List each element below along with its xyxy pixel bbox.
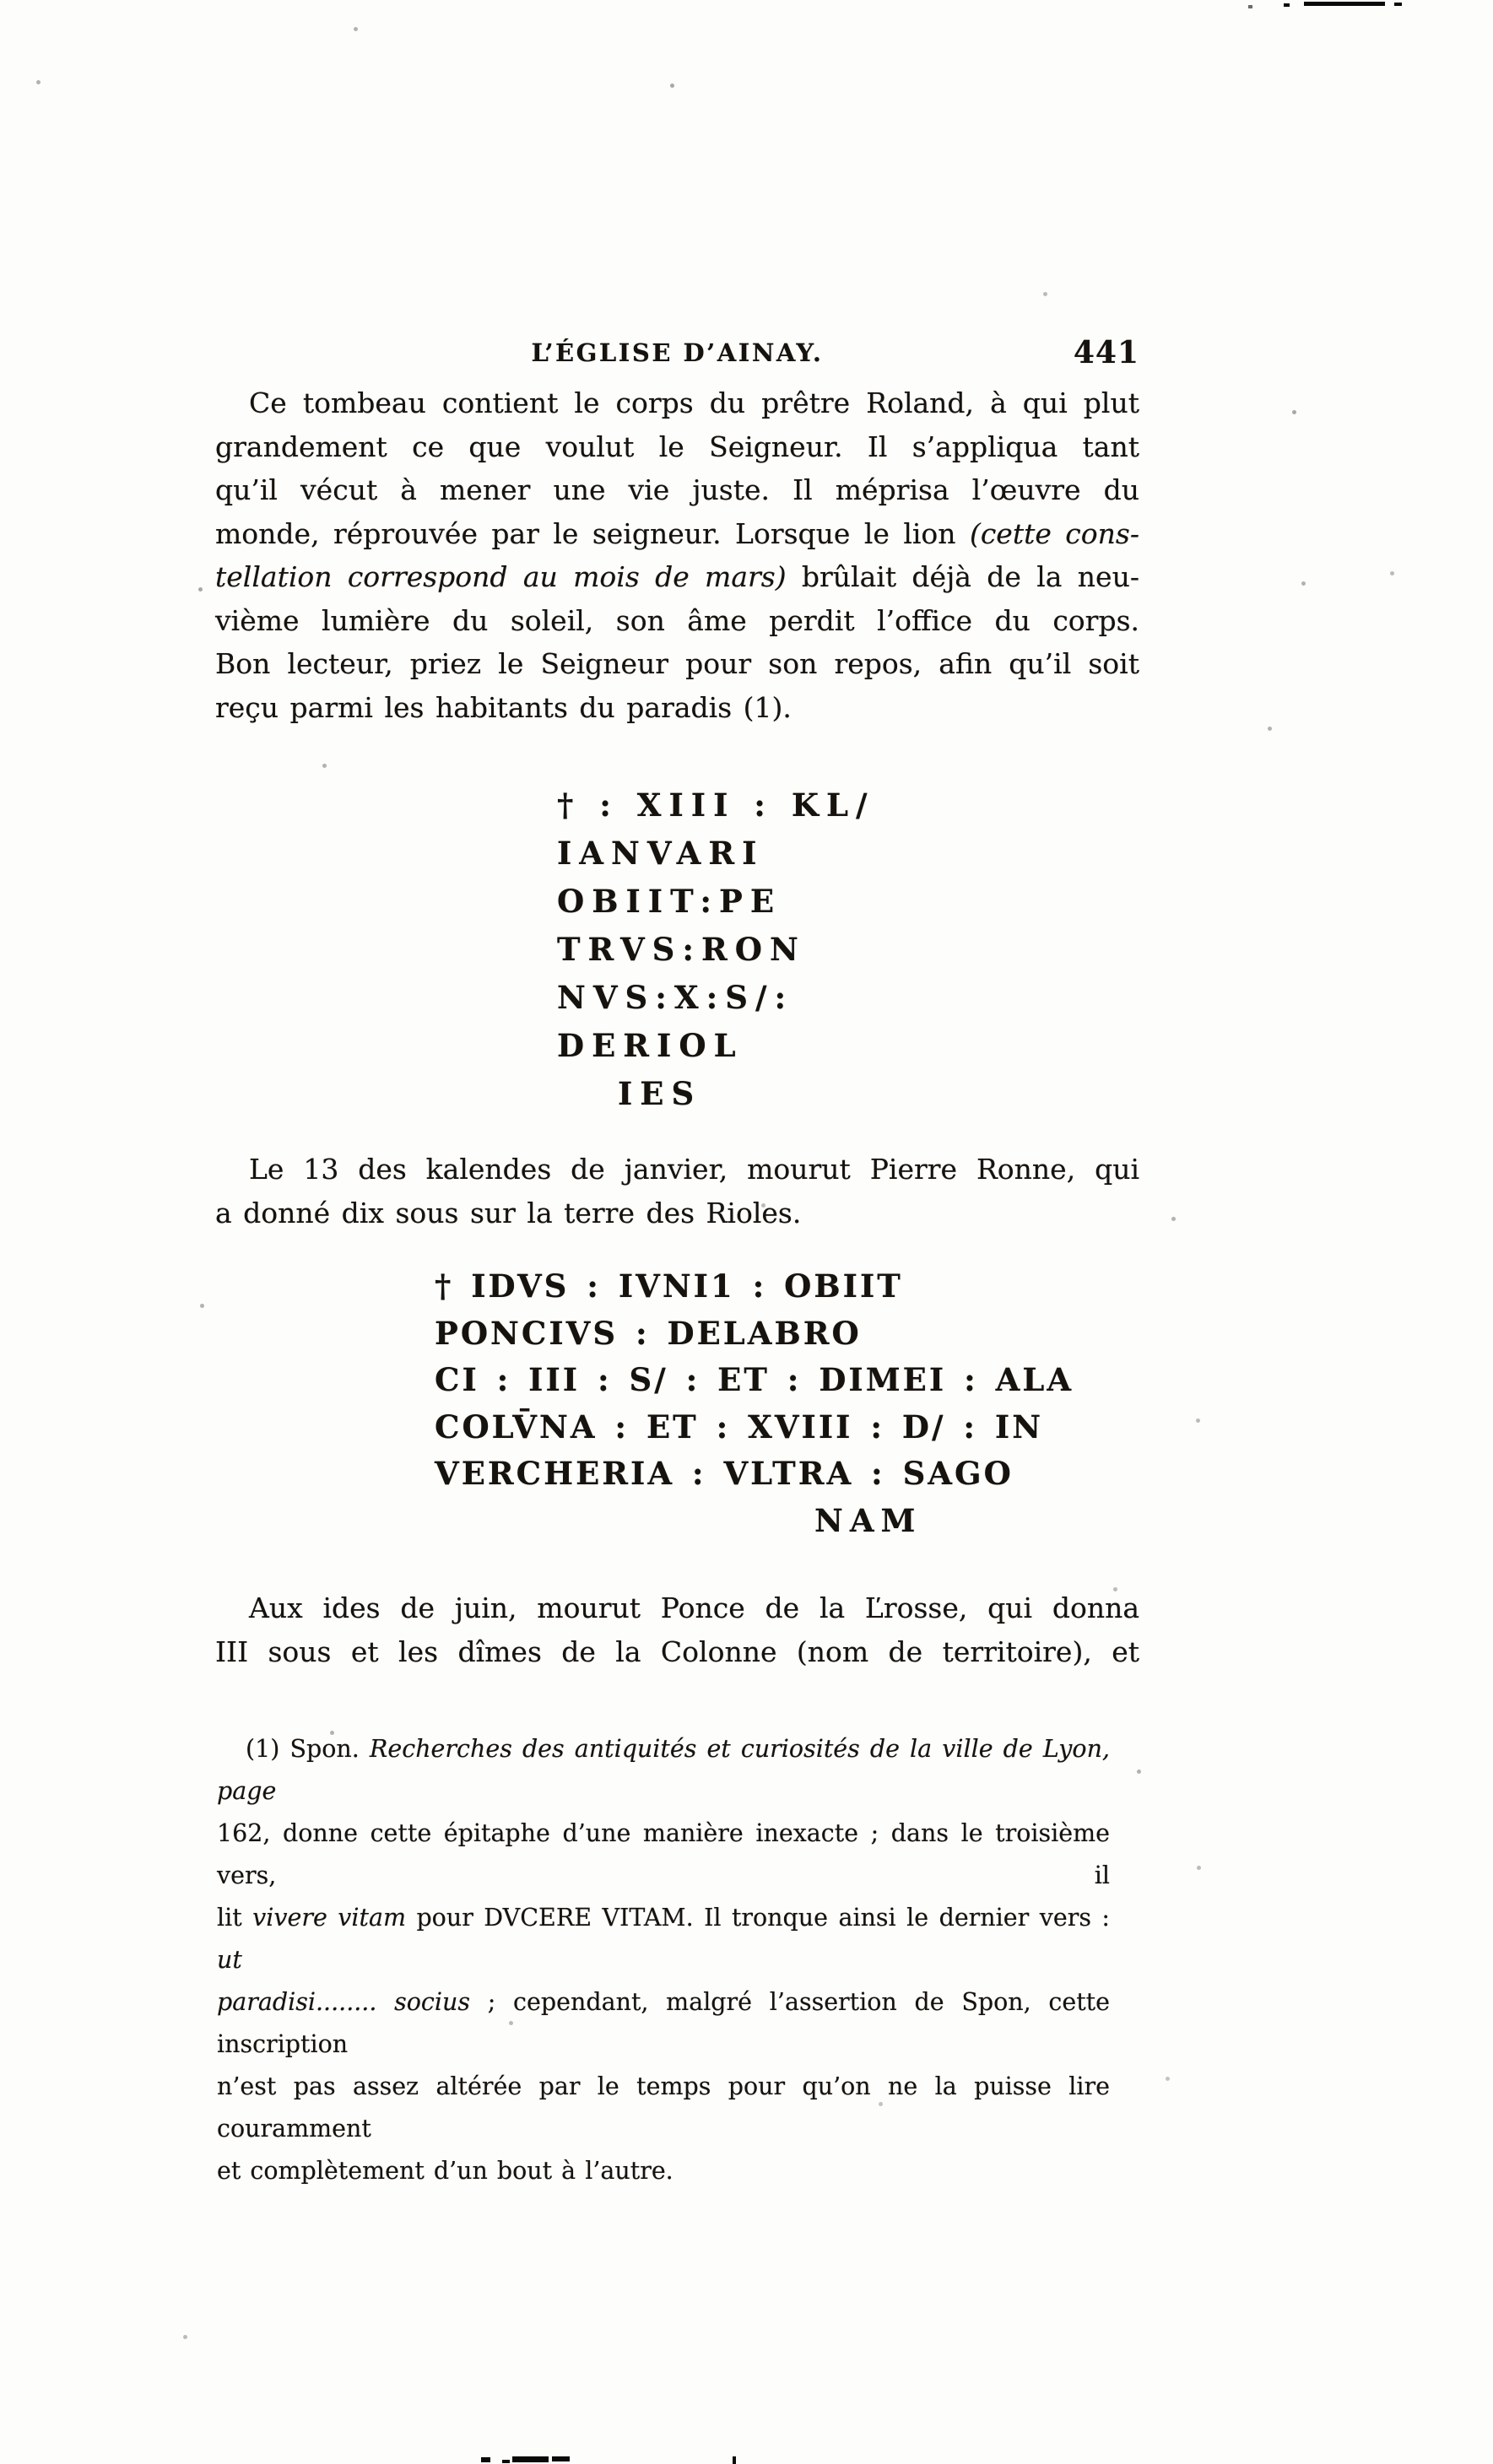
text-line: qu’il vécut à mener une vie juste. Il méprisa l’œuvre du xyxy=(215,473,1139,506)
epitaph-line: DERIOL xyxy=(557,1027,744,1064)
footnote-line: n’est pas assez altérée par le temps pour qu’on ne la puisse lire couramment xyxy=(217,2072,1110,2142)
text-line xyxy=(215,555,1139,599)
scan-artifact-dot xyxy=(1248,5,1252,8)
text-line: III sous et les dîmes de la Colonne (nom de territoire), et xyxy=(215,1635,1139,1668)
text-line: a donné dix sous sur la terre des Rioles. xyxy=(215,1196,802,1229)
scan-artifact-bottom-dash xyxy=(502,2460,510,2463)
paragraph-epitaph-translation-3 xyxy=(215,1586,1139,1673)
footnote-line: 162, donne cette épitaphe d’une manière inexacte ; dans le troisième vers, il xyxy=(217,1819,1110,1889)
text-segment-italic: Recherches des antiquités et curiosités de la ville de Lyon, page xyxy=(217,1735,1110,1805)
epitaph-line: VERCHERIA : VLTRA : SAGO xyxy=(435,1455,1014,1492)
text-segment: pour DVCERE VITAM. Il tronque ainsi le dernier vers : xyxy=(405,1904,1110,1932)
scan-artifact-top-line xyxy=(1304,2,1385,6)
scan-noise-specks xyxy=(0,0,3,3)
text-segment-italic: tellation correspond au mois de mars) xyxy=(215,560,787,593)
scan-artifact-dot xyxy=(1394,3,1402,6)
text-line: Bon lecteur, priez le Seigneur pour son repos, afin qu’il soit xyxy=(215,647,1139,680)
epitaph-line: OBIIT:PE xyxy=(557,883,782,920)
footnote-line xyxy=(217,1728,1110,1813)
running-header-title: L’ÉGLISE D’AINAY. xyxy=(531,338,824,367)
text-segment-italic: paradisi........ socius xyxy=(217,1988,470,2016)
text-segment: brûlait déjà de la neu- xyxy=(786,560,1139,593)
text-line: Aux ides de juin, mourut Ponce de la Ľrosse, qui donna xyxy=(249,1591,1139,1624)
text-line: Ce tombeau contient le corps du prêtre Roland, à qui plut xyxy=(249,386,1139,419)
footnote-line xyxy=(217,1981,1110,2066)
scan-artifact-bottom-dash xyxy=(552,2456,570,2461)
latin-epitaph-2 xyxy=(435,1263,1074,1544)
text-line: grandement ce que voulut le Seigneur. Il s’appliqua tant xyxy=(215,430,1139,463)
text-line: Le 13 des kalendes de janvier, mourut Pierre Ronne, qui xyxy=(249,1153,1139,1186)
scan-artifact-bottom-tick xyxy=(733,2456,736,2464)
text-line: reçu parmi les habitants du paradis (1). xyxy=(215,690,792,724)
text-segment-italic: (cette cons- xyxy=(969,516,1139,550)
scan-artifact-bottom-dash xyxy=(512,2456,549,2462)
epitaph-line: † : XIII : KL/ xyxy=(557,786,875,824)
scan-artifact-bottom-dash xyxy=(481,2457,490,2462)
text-segment-italic: ut xyxy=(217,1946,242,1974)
epitaph-line: COLV̄NA : ET : XVIII : D/ : IN xyxy=(435,1408,1044,1445)
text-segment-italic: vivere vitam xyxy=(252,1904,406,1932)
epitaph-line: PONCIVS : DELABRO xyxy=(435,1314,862,1352)
footnote xyxy=(217,1728,1110,2192)
text-segment: ; cependant, malgré l’assertion de Spon, cette inscription xyxy=(217,1988,1110,2058)
footnote-line: et complètement d’un bout à l’autre. xyxy=(217,2157,673,2185)
text-line: vième lumière du soleil, son âme perdit l’office du corps. xyxy=(215,603,1139,637)
text-line xyxy=(215,512,1139,556)
text-segment: lit xyxy=(217,1904,253,1932)
epitaph-line: NAM xyxy=(814,1501,922,1539)
text-segment: (1) Spon. xyxy=(246,1735,370,1763)
epitaph-line: IES xyxy=(618,1075,702,1112)
latin-epitaph-1 xyxy=(557,781,875,1118)
epitaph-line: TRVS:RON xyxy=(557,931,806,968)
text-segment: monde, réprouvée par le seigneur. Lorsque le lion xyxy=(215,516,970,550)
epitaph-line: CI : III : S/ : ET : DIMEI : ALA xyxy=(435,1361,1074,1398)
paragraph-epitaph-translation-1 xyxy=(215,381,1139,729)
paragraph-epitaph-translation-2 xyxy=(215,1148,1139,1235)
epitaph-line: IANVARI xyxy=(557,835,765,872)
epitaph-line: NVS:X:S/: xyxy=(557,979,794,1016)
scan-artifact-dot xyxy=(1284,3,1290,7)
page-number: 441 xyxy=(1073,335,1139,370)
footnote-line xyxy=(217,1897,1110,1981)
epitaph-line: † IDVS : IVNI1 : OBIIT xyxy=(435,1267,903,1305)
